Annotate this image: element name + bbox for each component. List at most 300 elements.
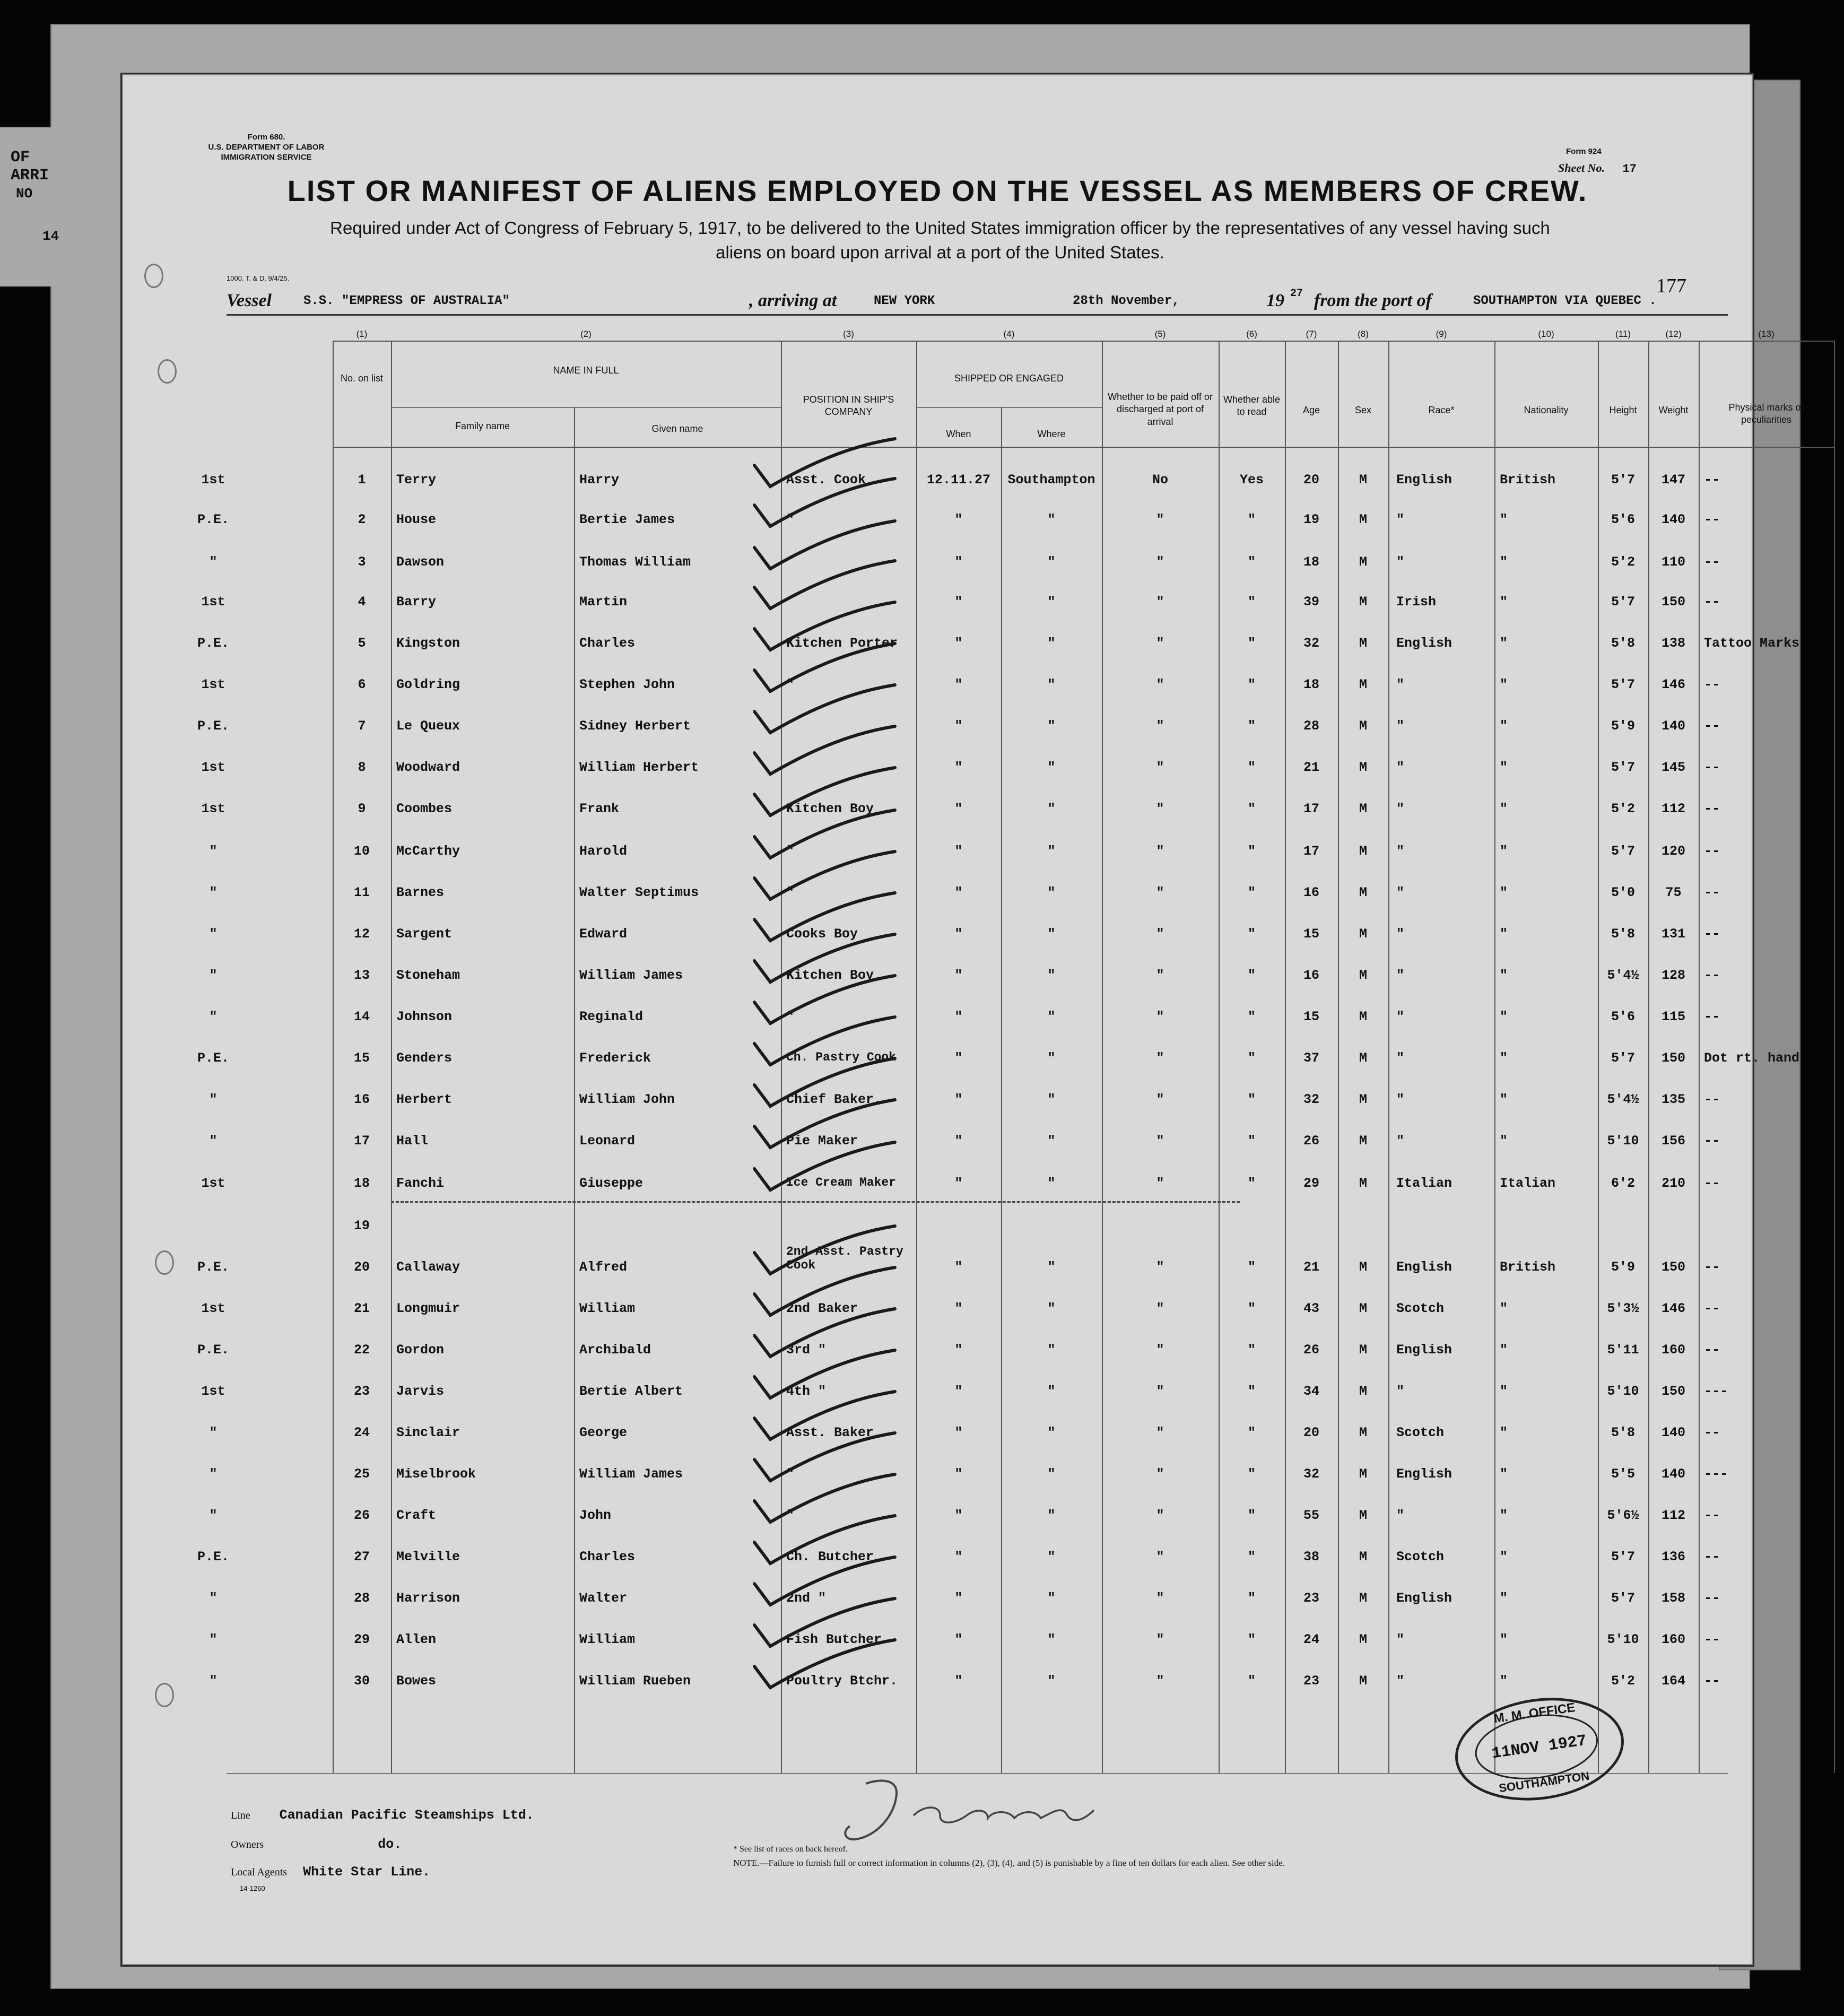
penalty-note: NOTE.—Failure to furnish full or correct information in columns (2), (3), (4), and (5) is punishable by a fine of ten dollars for each alien. See other side.	[733, 1858, 1285, 1868]
column-header-marks: Physical marks or peculiarities	[1728, 402, 1804, 425]
age: 15	[1303, 926, 1319, 942]
engaged-place: "	[1047, 1050, 1056, 1066]
engaged-date: 12.11.27	[926, 472, 991, 488]
able-to-read: "	[1247, 885, 1256, 900]
arriving-label: , arriving at	[749, 291, 837, 310]
nationality: "	[1500, 1133, 1508, 1149]
agents-label: Local Agents	[231, 1866, 288, 1878]
family-name: Melville	[396, 1549, 460, 1565]
ship-position: "	[786, 677, 795, 692]
row-number: 4	[358, 594, 366, 610]
nationality: "	[1500, 677, 1508, 692]
column-header-sex: Sex	[1354, 405, 1372, 415]
physical-marks: --	[1704, 1673, 1720, 1689]
engaged-date: "	[954, 1133, 963, 1149]
engaged-date: "	[954, 801, 963, 816]
family-name: House	[396, 512, 437, 527]
nationality: "	[1500, 554, 1508, 570]
table-row	[123, 797, 1752, 829]
given-name: William	[579, 1632, 636, 1647]
row-number: 13	[353, 968, 370, 983]
column-header-position: POSITION IN SHIP'S COMPANY	[803, 394, 894, 418]
ship-position: 2nd "	[786, 1591, 827, 1606]
sex: M	[1359, 1549, 1367, 1565]
physical-marks: --	[1704, 1259, 1720, 1275]
given-name: William James	[579, 968, 683, 983]
table-row	[123, 1046, 1800, 1078]
weight: 135	[1661, 1092, 1685, 1107]
column-number: (1)	[356, 329, 368, 339]
table-row	[123, 508, 1752, 540]
height: 5'7	[1611, 677, 1635, 692]
sex: M	[1359, 885, 1367, 900]
ship-position: Poultry Btchr.	[786, 1673, 898, 1689]
from-label: from the port of	[1314, 291, 1432, 310]
column-number: (8)	[1358, 329, 1369, 339]
weight: 140	[1661, 1466, 1685, 1482]
column-header-shipped: SHIPPED OR ENGAGED	[954, 373, 1064, 384]
paid-off: "	[1156, 760, 1164, 775]
ship-position: Fish Butcher	[786, 1632, 882, 1647]
age: 34	[1303, 1384, 1319, 1399]
age: 21	[1303, 760, 1319, 775]
column-number: (10)	[1538, 329, 1554, 339]
ship-position: "	[786, 512, 795, 527]
row-number: 16	[353, 1092, 370, 1107]
physical-marks: --	[1704, 1342, 1720, 1358]
paid-off: "	[1156, 885, 1164, 900]
ship-position: Ice Cream Maker	[786, 1176, 897, 1189]
engaged-place: "	[1047, 760, 1056, 775]
passenger-class: 1st	[201, 1301, 225, 1316]
engaged-date: "	[954, 1425, 963, 1440]
sex: M	[1359, 1591, 1367, 1606]
ship-position: Asst. Cook	[786, 472, 866, 488]
nationality: "	[1500, 1301, 1508, 1316]
weight: 147	[1661, 472, 1685, 488]
subtitle-line: aliens on board upon arrival at a port of the United States.	[716, 242, 1164, 262]
footer-owners	[231, 1837, 402, 1852]
weight: 110	[1661, 554, 1685, 570]
height: 5'4½	[1607, 968, 1639, 983]
table-row	[123, 550, 1752, 582]
column-header-name: NAME IN FULL	[553, 365, 619, 376]
table-row	[123, 1586, 1752, 1618]
nationality: "	[1500, 801, 1508, 816]
age: 29	[1303, 1176, 1319, 1191]
physical-marks: --	[1704, 1092, 1720, 1107]
nationality: "	[1500, 1673, 1508, 1689]
race: Irish	[1396, 594, 1437, 610]
row-number: 28	[353, 1591, 370, 1606]
family-name: Barnes	[396, 885, 445, 900]
weight: 136	[1661, 1549, 1685, 1565]
ship-position: 2nd Baker	[786, 1301, 858, 1316]
column-header-read: Whether able to read	[1223, 394, 1281, 418]
able-to-read: "	[1247, 1425, 1256, 1440]
nationality: "	[1500, 926, 1508, 942]
race: "	[1396, 801, 1405, 816]
able-to-read: "	[1247, 1508, 1256, 1523]
table-row	[123, 963, 1752, 995]
given-name: Thomas William	[579, 554, 691, 570]
nationality: "	[1500, 512, 1508, 527]
height: 5'7	[1611, 844, 1635, 859]
paid-off: "	[1156, 1508, 1164, 1523]
engaged-place: "	[1047, 926, 1056, 942]
vessel-label: Vessel	[227, 291, 272, 310]
physical-marks: --	[1704, 472, 1720, 488]
race: "	[1396, 885, 1405, 900]
paid-off: "	[1156, 1591, 1164, 1606]
row-number: 8	[358, 760, 366, 775]
physical-marks: --	[1704, 1425, 1720, 1440]
passenger-class: "	[209, 1133, 218, 1149]
column-header-where: Where	[1037, 429, 1066, 439]
paid-off: "	[1156, 1050, 1164, 1066]
paid-off: "	[1156, 677, 1164, 692]
family-name: Terry	[396, 472, 437, 488]
row-number: 20	[353, 1259, 370, 1275]
family-name: Bowes	[396, 1673, 437, 1689]
engaged-place: "	[1047, 718, 1056, 734]
given-name: Bertie Albert	[579, 1384, 683, 1399]
sex: M	[1359, 801, 1367, 816]
engaged-place: "	[1047, 1342, 1056, 1358]
family-name: Woodward	[396, 760, 460, 775]
table-row	[123, 1088, 1752, 1119]
ship-position: Pie Maker	[786, 1133, 858, 1149]
given-name: Frank	[579, 801, 620, 816]
height: 5'9	[1611, 1259, 1635, 1275]
arriving-port: NEW YORK	[874, 294, 935, 308]
given-name: George	[579, 1425, 628, 1440]
row-number: 26	[353, 1508, 370, 1523]
race: "	[1396, 760, 1405, 775]
form-number: Form 680.	[247, 133, 285, 142]
paid-off: No	[1152, 472, 1168, 488]
able-to-read: "	[1247, 1092, 1256, 1107]
ship-position: Kitchen Boy	[786, 801, 874, 816]
height: 5'7	[1611, 472, 1635, 488]
ship-position: "	[786, 1508, 795, 1523]
physical-marks: --	[1704, 1176, 1720, 1191]
able-to-read: "	[1247, 1259, 1256, 1275]
passenger-class: "	[209, 926, 218, 942]
age: 38	[1303, 1549, 1319, 1565]
sex: M	[1359, 1632, 1367, 1647]
column-header-given: Given name	[651, 423, 703, 434]
nationality: "	[1500, 1384, 1508, 1399]
race: English	[1396, 1466, 1452, 1482]
able-to-read: "	[1247, 1009, 1256, 1024]
age: 37	[1303, 1050, 1319, 1066]
weight: 150	[1661, 1050, 1685, 1066]
column-number: (7)	[1306, 329, 1317, 339]
table-row	[123, 1171, 1752, 1203]
table-column-rule	[1834, 341, 1835, 1773]
weight: 75	[1665, 885, 1682, 900]
family-name: Jarvis	[396, 1384, 445, 1399]
subtitle-line: Required under Act of Congress of February 5, 1917, to be delivered to the United States immigration officer by the representatives of any vessel having such	[330, 218, 1550, 238]
nationality: Italian	[1500, 1176, 1556, 1191]
engaged-place: "	[1047, 1092, 1056, 1107]
passenger-class: "	[209, 1673, 218, 1689]
nationality: "	[1500, 760, 1508, 775]
weight: 150	[1661, 1384, 1685, 1399]
sex: M	[1359, 1009, 1367, 1024]
weight: 128	[1661, 968, 1685, 983]
sex: M	[1359, 554, 1367, 570]
physical-marks: --	[1704, 968, 1720, 983]
nationality: "	[1500, 1466, 1508, 1482]
passenger-class: P.E.	[197, 1050, 229, 1066]
service-name: IMMIGRATION SERVICE	[221, 152, 312, 162]
engaged-date: "	[954, 885, 963, 900]
engaged-date: "	[954, 677, 963, 692]
nationality: "	[1500, 1425, 1508, 1440]
table-rule	[333, 447, 1834, 448]
paid-off: "	[1156, 1259, 1164, 1275]
table-rule	[391, 407, 781, 408]
engaged-date: "	[954, 760, 963, 775]
given-name: Walter	[579, 1591, 628, 1606]
physical-marks: --	[1704, 926, 1720, 942]
family-name: Harrison	[396, 1591, 460, 1606]
weight: 210	[1661, 1176, 1685, 1191]
age: 15	[1303, 1009, 1319, 1024]
age: 23	[1303, 1673, 1319, 1689]
age: 32	[1303, 636, 1319, 651]
given-name: Charles	[579, 636, 636, 651]
row-number: 1	[358, 472, 366, 488]
able-to-read: "	[1247, 1301, 1256, 1316]
physical-marks: --	[1704, 554, 1720, 570]
age: 24	[1303, 1632, 1319, 1647]
engaged-place: "	[1047, 554, 1056, 570]
passenger-class: "	[209, 1009, 218, 1024]
sex: M	[1359, 1301, 1367, 1316]
age: 28	[1303, 718, 1319, 734]
passenger-class: "	[209, 1591, 218, 1606]
sex: M	[1359, 594, 1367, 610]
paid-off: "	[1156, 594, 1164, 610]
age: 16	[1303, 968, 1319, 983]
engaged-date: "	[954, 512, 963, 527]
passenger-class: "	[209, 1425, 218, 1440]
physical-marks: --	[1704, 677, 1720, 692]
column-number: (4)	[1003, 329, 1015, 339]
nationality: "	[1500, 844, 1508, 859]
height: 5'0	[1611, 885, 1635, 900]
row-number: 21	[353, 1301, 370, 1316]
table-row	[123, 468, 1752, 500]
row-number: 29	[353, 1632, 370, 1647]
department-name: U.S. DEPARTMENT OF LABOR	[208, 142, 325, 152]
engaged-place: "	[1047, 1673, 1056, 1689]
given-name: William Rueben	[579, 1673, 691, 1689]
family-name: Callaway	[396, 1259, 460, 1275]
engaged-place: "	[1047, 1301, 1056, 1316]
footer-agents	[231, 1864, 430, 1880]
agents-value: White Star Line.	[303, 1864, 431, 1880]
nationality: "	[1500, 1092, 1508, 1107]
race: "	[1396, 926, 1405, 942]
paid-off: "	[1156, 1673, 1164, 1689]
physical-marks: --	[1704, 1508, 1720, 1523]
table-row	[123, 1628, 1752, 1659]
family-name: Fanchi	[396, 1176, 445, 1191]
sex: M	[1359, 968, 1367, 983]
row-number: 2	[358, 512, 366, 527]
race: Italian	[1396, 1176, 1452, 1191]
engaged-date: "	[954, 1342, 963, 1358]
height: 5'2	[1611, 801, 1635, 816]
paid-off: "	[1156, 801, 1164, 816]
table-row	[123, 1214, 1752, 1246]
passenger-class: P.E.	[197, 1342, 229, 1358]
nationality: "	[1500, 1632, 1508, 1647]
sex: M	[1359, 1508, 1367, 1523]
height: 5'8	[1611, 926, 1635, 942]
table-row	[123, 1338, 1752, 1370]
row-number: 25	[353, 1466, 370, 1482]
sex: M	[1359, 1092, 1367, 1107]
race: "	[1396, 677, 1405, 692]
nationality: "	[1500, 1591, 1508, 1606]
height: 5'6	[1611, 1009, 1635, 1024]
footer-line	[231, 1808, 534, 1823]
able-to-read: "	[1247, 1632, 1256, 1647]
height: 5'8	[1611, 1425, 1635, 1440]
ship-position: Chief Baker.	[786, 1092, 882, 1107]
physical-marks: --	[1704, 718, 1720, 734]
age: 26	[1303, 1342, 1319, 1358]
sex: M	[1359, 760, 1367, 775]
stamp-bottom-text: SOUTHAMPTON	[1498, 1769, 1590, 1795]
age: 17	[1303, 801, 1319, 816]
row-number: 5	[358, 636, 366, 651]
row-number: 7	[358, 718, 366, 734]
table-row	[123, 1005, 1752, 1037]
paid-off: "	[1156, 1009, 1164, 1024]
sex: M	[1359, 844, 1367, 859]
sex: M	[1359, 926, 1367, 942]
stamp-date: 11NOV 1927	[1491, 1732, 1588, 1763]
engaged-date: "	[954, 1009, 963, 1024]
given-name: Reginald	[579, 1009, 643, 1024]
paid-off: "	[1156, 926, 1164, 942]
nationality: "	[1500, 1009, 1508, 1024]
engaged-place: "	[1047, 594, 1056, 610]
row-number: 14	[353, 1009, 370, 1024]
engaged-place: "	[1047, 801, 1056, 816]
engaged-date: "	[954, 594, 963, 610]
physical-marks: --	[1704, 760, 1720, 775]
nationality: "	[1500, 1549, 1508, 1565]
weight: 146	[1661, 677, 1685, 692]
height: 5'6½	[1607, 1508, 1639, 1523]
able-to-read: "	[1247, 760, 1256, 775]
inspector-signature	[834, 1773, 1110, 1855]
given-name: Frederick	[579, 1050, 651, 1066]
engaged-place: "	[1047, 885, 1056, 900]
given-name: Martin	[579, 594, 628, 610]
table-row	[123, 714, 1752, 746]
row-number: 9	[358, 801, 366, 816]
able-to-read: "	[1247, 718, 1256, 734]
family-name: Craft	[396, 1508, 437, 1523]
sex: M	[1359, 718, 1367, 734]
row-number: 30	[353, 1673, 370, 1689]
height: 5'10	[1607, 1133, 1639, 1149]
height: 5'2	[1611, 554, 1635, 570]
sex: M	[1359, 472, 1367, 488]
age: 23	[1303, 1591, 1319, 1606]
race: "	[1396, 1632, 1405, 1647]
given-name: William	[579, 1301, 636, 1316]
able-to-read: "	[1247, 844, 1256, 859]
height: 5'9	[1611, 718, 1635, 734]
race: "	[1396, 1050, 1405, 1066]
table-row	[123, 590, 1752, 622]
race: "	[1396, 1384, 1405, 1399]
table-row	[123, 881, 1752, 913]
row-number: 19	[353, 1218, 370, 1233]
age: 21	[1303, 1259, 1319, 1275]
engaged-place: "	[1047, 1425, 1056, 1440]
age: 18	[1303, 677, 1319, 692]
sheet-value: 17	[1622, 162, 1637, 176]
column-header-family: Family name	[455, 421, 510, 431]
passenger-class: 1st	[201, 760, 225, 775]
weight: 138	[1661, 636, 1685, 651]
ship-position: Kitchen Porter	[786, 636, 898, 651]
sex: M	[1359, 1673, 1367, 1689]
weight: 140	[1661, 1425, 1685, 1440]
row-separator	[391, 1201, 1240, 1203]
engaged-place: "	[1047, 1176, 1056, 1191]
engaged-place: "	[1047, 968, 1056, 983]
race: "	[1396, 1009, 1405, 1024]
table-row	[123, 1129, 1752, 1161]
sex: M	[1359, 512, 1367, 527]
engaged-date: "	[954, 1050, 963, 1066]
passenger-class: 1st	[201, 472, 225, 488]
passenger-class: P.E.	[197, 1259, 229, 1275]
reference-code: 1000. T. & D. 9/4/25.	[227, 274, 290, 282]
race: Scotch	[1396, 1549, 1445, 1565]
engaged-place: "	[1047, 677, 1056, 692]
able-to-read: "	[1247, 1133, 1256, 1149]
physical-marks: --	[1704, 1549, 1720, 1565]
able-to-read: "	[1247, 1050, 1256, 1066]
engaged-place: "	[1047, 1384, 1056, 1399]
table-row	[123, 755, 1752, 787]
engaged-date: "	[954, 1466, 963, 1482]
ship-position: "	[786, 844, 795, 859]
height: 5'2	[1611, 1673, 1635, 1689]
paid-off: "	[1156, 512, 1164, 527]
engaged-date: "	[954, 1384, 963, 1399]
table-row	[123, 1379, 1752, 1411]
height: 5'10	[1607, 1632, 1639, 1647]
row-number: 17	[353, 1133, 370, 1149]
weight: 145	[1661, 760, 1685, 775]
able-to-read: "	[1247, 968, 1256, 983]
row-number: 24	[353, 1425, 370, 1440]
able-to-read: "	[1247, 554, 1256, 570]
